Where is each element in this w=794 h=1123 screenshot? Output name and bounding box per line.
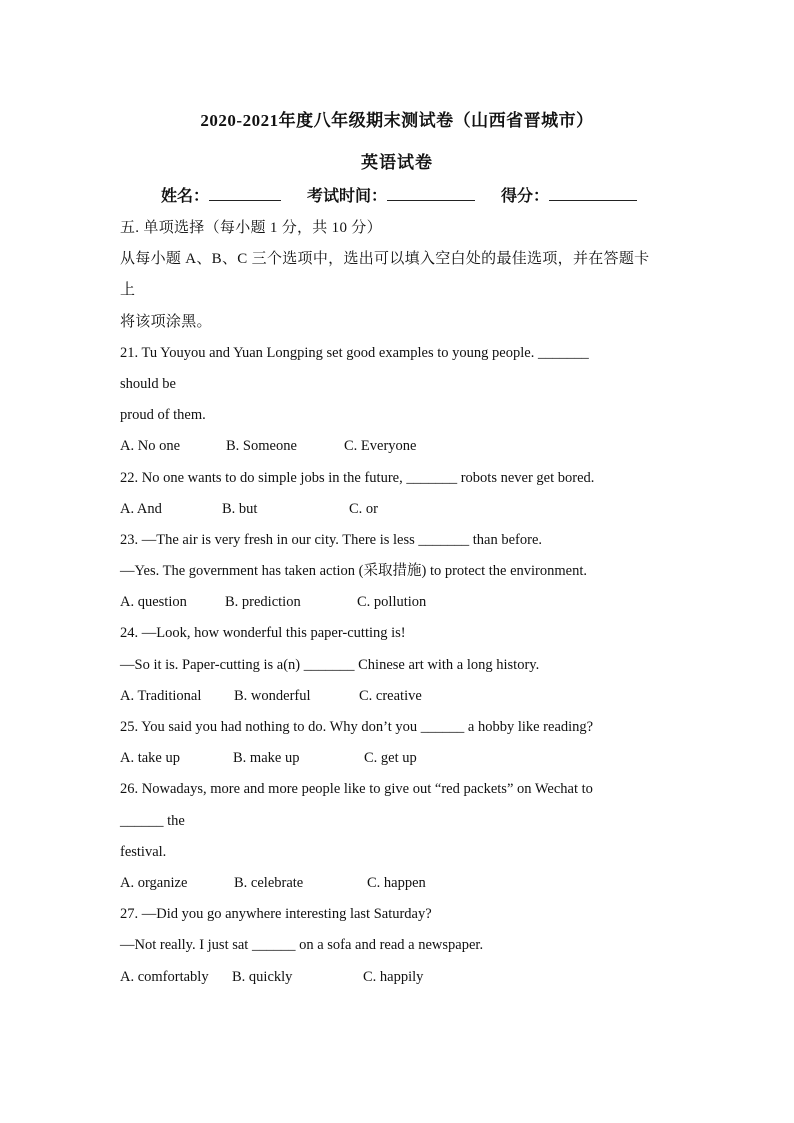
question-line: —Not really. I just sat ______ on a sofa and read a newspaper.: [120, 937, 484, 954]
option-b[interactable]: B. Someone: [226, 438, 297, 455]
options-row: [120, 962, 680, 993]
section-heading: 五. 单项选择（每小题 1 分，共 10 分）: [120, 220, 382, 236]
question-line: ______ the: [120, 812, 185, 829]
option-a[interactable]: A. No one: [120, 438, 181, 455]
options-row: [120, 494, 680, 525]
option-a[interactable]: A. comfortably: [120, 968, 209, 985]
option-a[interactable]: A. question: [120, 594, 187, 611]
options-row: [120, 587, 680, 618]
question-line: 23. —The air is very fresh in our city. There is less _______ than before.: [120, 531, 543, 548]
option-c[interactable]: C. or: [349, 500, 378, 517]
name-label: 姓名：: [161, 188, 210, 205]
option-c[interactable]: C. happen: [367, 874, 426, 891]
option-c[interactable]: C. get up: [364, 750, 417, 767]
question-line: 26. Nowadays, more and more people like to give out “red packets” on Wechat to: [120, 781, 593, 798]
option-a[interactable]: A. And: [120, 500, 162, 517]
exam-title: 2020-2021年度八年级期末测试卷（山西省晋城市）: [200, 111, 594, 130]
option-a[interactable]: A. take up: [120, 750, 180, 767]
instruction-line: 将该项涂黑。: [120, 313, 212, 330]
question-line: 22. No one wants to do simple jobs in the future, _______ robots never get bored.: [120, 469, 595, 486]
option-b[interactable]: B. but: [222, 500, 258, 517]
question-line: 25. You said you had nothing to do. Why don’t you ______ a hobby like reading?: [120, 719, 594, 735]
options-row: [120, 681, 680, 712]
time-label: 考试时间：: [307, 188, 388, 205]
name-blank[interactable]: [209, 186, 281, 201]
option-b[interactable]: B. prediction: [225, 594, 301, 611]
score-label: 得分：: [501, 188, 550, 205]
option-b[interactable]: B. wonderful: [234, 687, 311, 704]
option-c[interactable]: C. pollution: [357, 594, 427, 611]
option-b[interactable]: B. quickly: [232, 968, 293, 985]
question-line: 24. —Look, how wonderful this paper-cutting is!: [120, 625, 406, 642]
option-b[interactable]: B. make up: [233, 750, 300, 767]
option-c[interactable]: C. happily: [363, 968, 424, 985]
exam-subtitle: 英语试卷: [361, 153, 433, 172]
option-b[interactable]: B. celebrate: [234, 874, 304, 891]
question-line: —Yes. The government has taken action (采取措施) to protect the environment.: [120, 563, 587, 580]
question-line: should be: [120, 375, 176, 392]
options-row: [120, 431, 680, 462]
question-section: [120, 213, 680, 993]
question-line: —So it is. Paper-cutting is a(n) _______ Chinese art with a long history.: [120, 656, 540, 673]
time-blank[interactable]: [387, 186, 475, 201]
score-blank[interactable]: [549, 186, 637, 201]
question-line: 21. Tu Youyou and Yuan Longping set good examples to young people. _______: [120, 344, 589, 361]
option-a[interactable]: A. organize: [120, 874, 188, 891]
option-c[interactable]: C. Everyone: [344, 438, 417, 455]
instruction-line: 从每小题 A、B、C 三个选项中，选出可以填入空白处的最佳选项，并在答题卡: [120, 251, 650, 268]
student-info-row: [161, 183, 637, 206]
instruction-line: 上: [120, 282, 136, 299]
options-row: [120, 743, 680, 774]
option-a[interactable]: A. Traditional: [120, 687, 202, 704]
question-line: festival.: [120, 843, 167, 860]
question-line: 27. —Did you go anywhere interesting last Saturday?: [120, 906, 432, 923]
options-row: [120, 868, 680, 899]
option-c[interactable]: C. creative: [359, 687, 422, 704]
question-line: proud of them.: [120, 407, 206, 424]
